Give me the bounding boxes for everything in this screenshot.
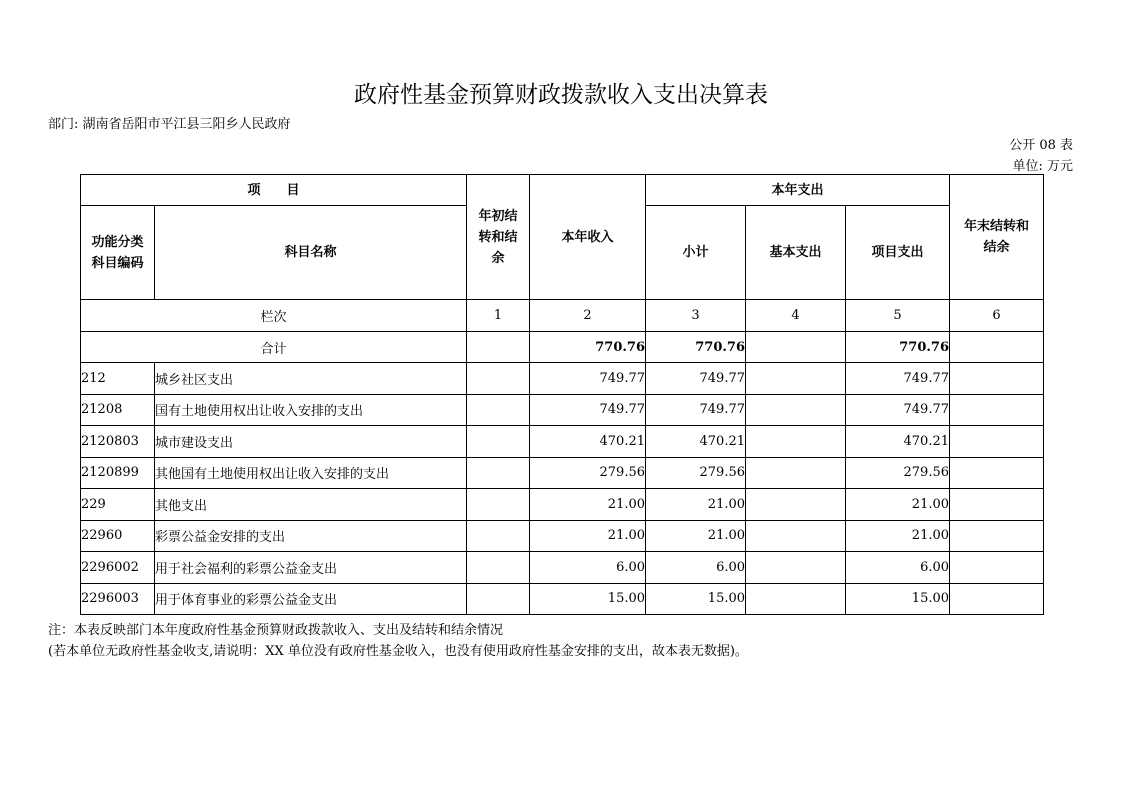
row-basic xyxy=(746,426,846,458)
total-end xyxy=(950,332,1044,363)
header-project: 项 目 xyxy=(81,175,467,206)
budget-table xyxy=(80,174,1044,615)
row-income: 21.00 xyxy=(530,489,646,521)
total-project: 770.76 xyxy=(846,332,950,363)
row-income: 749.77 xyxy=(530,363,646,395)
row-code: 229 xyxy=(81,489,155,521)
row-subtotal: 15.00 xyxy=(646,583,746,615)
row-project-expense: 470.21 xyxy=(846,426,950,458)
row-basic xyxy=(746,394,846,426)
column-num: 2 xyxy=(530,300,646,332)
table-row xyxy=(81,394,1044,426)
header-begin-balance: 年初结转和结余 xyxy=(467,175,530,300)
row-end-balance xyxy=(950,394,1044,426)
row-code: 21208 xyxy=(81,394,155,426)
total-basic xyxy=(746,332,846,363)
table-row xyxy=(81,552,1044,584)
row-code: 2120803 xyxy=(81,426,155,458)
row-subject-name: 城乡社区支出 xyxy=(155,363,467,395)
row-end-balance xyxy=(950,457,1044,489)
total-subtotal: 770.76 xyxy=(646,332,746,363)
row-begin-balance xyxy=(467,426,530,458)
header-subject-name: 科目名称 xyxy=(155,206,467,300)
row-income: 470.21 xyxy=(530,426,646,458)
row-begin-balance xyxy=(467,363,530,395)
row-subject-name: 用于体育事业的彩票公益金支出 xyxy=(155,583,467,615)
column-num: 4 xyxy=(746,300,846,332)
row-subject-name: 用于社会福利的彩票公益金支出 xyxy=(155,552,467,584)
row-subtotal: 749.77 xyxy=(646,363,746,395)
total-label: 合计 xyxy=(81,332,467,363)
row-project-expense: 15.00 xyxy=(846,583,950,615)
table-row xyxy=(81,489,1044,521)
table-row xyxy=(81,583,1044,615)
header-income: 本年收入 xyxy=(530,175,646,300)
row-begin-balance xyxy=(467,394,530,426)
column-num: 3 xyxy=(646,300,746,332)
row-end-balance xyxy=(950,552,1044,584)
row-begin-balance xyxy=(467,583,530,615)
table-row xyxy=(81,520,1044,552)
total-begin xyxy=(467,332,530,363)
row-begin-balance xyxy=(467,489,530,521)
row-subtotal: 749.77 xyxy=(646,394,746,426)
row-income: 15.00 xyxy=(530,583,646,615)
row-basic xyxy=(746,489,846,521)
table-row xyxy=(81,363,1044,395)
row-basic xyxy=(746,457,846,489)
row-code: 212 xyxy=(81,363,155,395)
row-subject-name: 其他支出 xyxy=(155,489,467,521)
header-end-balance: 年末结转和结余 xyxy=(950,175,1044,300)
column-num: 5 xyxy=(846,300,950,332)
column-number-row xyxy=(81,300,1044,332)
row-project-expense: 21.00 xyxy=(846,520,950,552)
row-subtotal: 6.00 xyxy=(646,552,746,584)
note-line-1: 注：本表反映部门本年度政府性基金预算财政拨款收入、支出及结转和结余情况 xyxy=(48,623,504,638)
row-project-expense: 749.77 xyxy=(846,363,950,395)
row-begin-balance xyxy=(467,552,530,584)
row-basic xyxy=(746,520,846,552)
row-basic xyxy=(746,583,846,615)
row-income: 749.77 xyxy=(530,394,646,426)
row-code: 2120899 xyxy=(81,457,155,489)
row-income: 279.56 xyxy=(530,457,646,489)
row-income: 6.00 xyxy=(530,552,646,584)
row-basic xyxy=(746,552,846,584)
table-row xyxy=(81,426,1044,458)
header-subtotal: 小计 xyxy=(646,206,746,300)
department-label: 部门: 湖南省岳阳市平江县三阳乡人民政府 xyxy=(48,117,291,132)
row-subject-name: 国有土地使用权出让收入安排的支出 xyxy=(155,394,467,426)
row-end-balance xyxy=(950,489,1044,521)
row-begin-balance xyxy=(467,457,530,489)
row-code: 2296002 xyxy=(81,552,155,584)
table-row xyxy=(81,457,1044,489)
row-income: 21.00 xyxy=(530,520,646,552)
row-subject-name: 其他国有土地使用权出让收入安排的支出 xyxy=(155,457,467,489)
row-project-expense: 6.00 xyxy=(846,552,950,584)
row-end-balance xyxy=(950,426,1044,458)
row-code: 2296003 xyxy=(81,583,155,615)
row-project-expense: 21.00 xyxy=(846,489,950,521)
total-income: 770.76 xyxy=(530,332,646,363)
row-project-expense: 749.77 xyxy=(846,394,950,426)
row-subtotal: 279.56 xyxy=(646,457,746,489)
column-num: 6 xyxy=(950,300,1044,332)
row-begin-balance xyxy=(467,520,530,552)
page-title: 政府性基金预算财政拨款收入支出决算表 xyxy=(354,82,768,108)
unit-label: 单位: 万元 xyxy=(1012,159,1073,174)
header-func-code: 功能分类科目编码 xyxy=(81,206,155,300)
row-subtotal: 21.00 xyxy=(646,520,746,552)
row-project-expense: 279.56 xyxy=(846,457,950,489)
row-end-balance xyxy=(950,363,1044,395)
row-subtotal: 21.00 xyxy=(646,489,746,521)
note-line-2: (若本单位无政府性基金收支,请说明：XX 单位没有政府性基金收入，也没有使用政府性基金安排的支出，故本表无数据)。 xyxy=(48,644,748,659)
column-num: 1 xyxy=(467,300,530,332)
row-end-balance xyxy=(950,520,1044,552)
row-subtotal: 470.21 xyxy=(646,426,746,458)
row-subject-name: 城市建设支出 xyxy=(155,426,467,458)
header-basic: 基本支出 xyxy=(746,206,846,300)
header-expense: 本年支出 xyxy=(646,175,950,206)
row-basic xyxy=(746,363,846,395)
column-row-label: 栏次 xyxy=(81,300,467,332)
row-end-balance xyxy=(950,583,1044,615)
header-project-expense: 项目支出 xyxy=(846,206,950,300)
row-code: 22960 xyxy=(81,520,155,552)
total-row xyxy=(81,332,1044,363)
table-code: 公开 08 表 xyxy=(1009,138,1073,153)
row-subject-name: 彩票公益金安排的支出 xyxy=(155,520,467,552)
